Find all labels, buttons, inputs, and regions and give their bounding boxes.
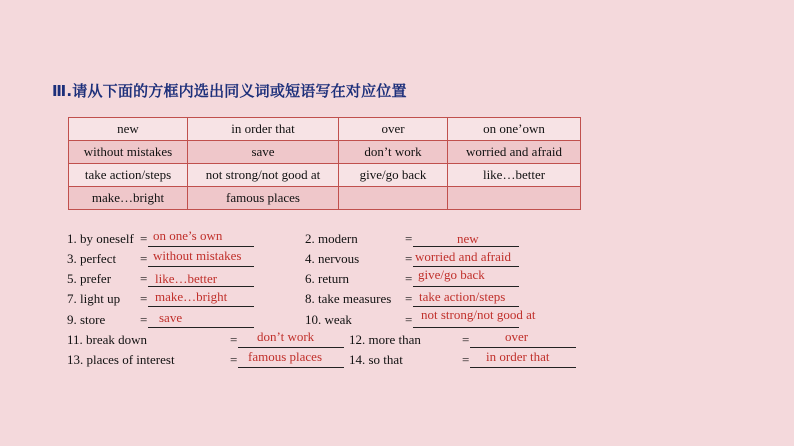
list-item [305, 307, 555, 330]
equals-sign: = [462, 332, 470, 347]
list-item [349, 349, 589, 370]
answer-text: take action/steps [419, 289, 506, 304]
list-item [67, 349, 352, 370]
question-text: 12. more than [349, 332, 421, 347]
equals-sign: = [140, 271, 148, 286]
table-cell: make…bright [69, 187, 188, 210]
list-item [67, 228, 267, 249]
question-text: 10. weak [305, 312, 352, 327]
question-text: 14. so that [349, 352, 403, 367]
answer-text: make…bright [155, 289, 228, 304]
equals-sign: = [405, 271, 413, 286]
equals-sign: = [462, 352, 470, 367]
table-cell: like…better [448, 164, 581, 187]
table-cell: give/go back [339, 164, 448, 187]
answer-text: over [505, 329, 529, 344]
equals-sign: = [405, 312, 413, 327]
table-cell: not strong/not good at [188, 164, 339, 187]
question-text: 4. nervous [305, 251, 360, 266]
table-cell: don’t work [339, 141, 448, 164]
answer-text: without mistakes [153, 248, 242, 263]
table-cell [448, 187, 581, 210]
answer-text: new [457, 231, 479, 246]
equals-sign: = [405, 251, 413, 266]
table-row [69, 118, 581, 141]
equals-sign: = [140, 291, 148, 306]
question-text: 8. take measures [305, 291, 392, 306]
list-item [67, 248, 267, 269]
answer-text: don’t work [257, 329, 315, 344]
list-item [67, 312, 267, 330]
table-row [69, 164, 581, 187]
question-text: 11. break down [67, 332, 148, 347]
word-box-table [68, 117, 581, 210]
question-text: 5. prefer [67, 271, 112, 286]
table-cell: on one’own [448, 118, 581, 141]
equals-sign: = [230, 352, 238, 367]
list-item [67, 271, 267, 289]
table-row [69, 141, 581, 164]
answer-text: not strong/not good at [421, 307, 536, 322]
table-cell: take action/steps [69, 164, 188, 187]
answer-text: like…better [155, 271, 218, 286]
table-cell: famous places [188, 187, 339, 210]
question-text: 9. store [67, 312, 106, 327]
table-cell [339, 187, 448, 210]
equals-sign: = [140, 251, 148, 266]
list-item [67, 291, 267, 309]
list-item [349, 329, 589, 350]
table-cell: in order that [188, 118, 339, 141]
list-item [67, 329, 352, 350]
table-row [69, 187, 581, 210]
list-item [305, 267, 545, 289]
table-cell: new [69, 118, 188, 141]
equals-sign: = [140, 231, 148, 246]
question-text: 2. modern [305, 231, 358, 246]
answer-text: on one’s own [153, 228, 223, 243]
answer-text: worried and afraid [415, 249, 512, 264]
table-cell: over [339, 118, 448, 141]
table-cell: save [188, 141, 339, 164]
table-cell: worried and afraid [448, 141, 581, 164]
question-text: 13. places of interest [67, 352, 175, 367]
question-text: 7. light up [67, 291, 121, 306]
question-text: 1. by oneself [67, 231, 134, 246]
exercise-heading: Ⅲ.请从下面的方框内选出同义词或短语写在对应位置 [52, 82, 407, 100]
equals-sign: = [140, 312, 148, 327]
answer-text: in order that [486, 349, 550, 364]
question-text: 3. perfect [67, 251, 117, 266]
table-cell: without mistakes [69, 141, 188, 164]
equals-sign: = [405, 231, 413, 246]
question-text: 6. return [305, 271, 350, 286]
answer-text: give/go back [418, 267, 485, 282]
answer-text: famous places [248, 349, 323, 364]
answer-text: save [159, 310, 183, 325]
equals-sign: = [230, 332, 238, 347]
list-item [305, 231, 545, 249]
equals-sign: = [405, 291, 413, 306]
